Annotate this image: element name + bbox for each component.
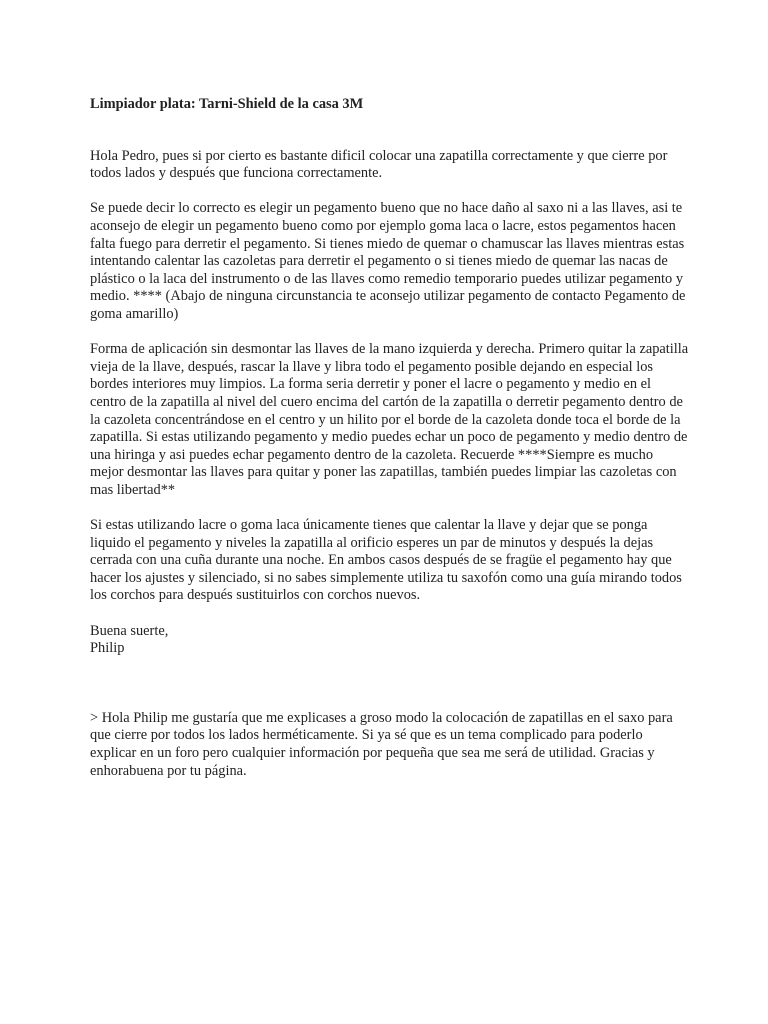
closing-block bbox=[90, 623, 690, 658]
document-page bbox=[90, 96, 690, 798]
paragraph-choosing-glue: Se puede decir lo correcto es elegir un pegamento bueno que no hace daño al saxo ni a las llaves, asi te aconsejo de elegir un pegamento bueno como por ejemplo goma laca o lacre, estos pegamentos hacen falta fuego para derretir el pegamento. Si tienes miedo de quemar o chamuscar las llaves mientras estas intentando calentar las cazoletas para derretir el pegamento o si tienes miedo de quemar las nacas de plástico o la laca del instrumento o de las llaves como remedio temporario puedes utilizar pegamento y medio. **** (Abajo de ninguna circunstancia te aconsejo utilizar pegamento de contacto Pegamento de goma amarillo) bbox=[90, 200, 686, 322]
paragraph-greeting: Hola Pedro, pues si por cierto es bastante dificil colocar una zapatilla correctamente y que cierre por todos lados y después que funciona correctamente. bbox=[90, 147, 668, 182]
signature: Philip bbox=[90, 640, 125, 657]
paragraph-shellac: Si estas utilizando lacre o goma laca únicamente tienes que calentar la llave y dejar que se ponga liquido el pegamento y niveles la zapatilla al orificio esperes un par de minutos y después la dejas cerrada con una cuña durante una noche. En ambos casos después de se fragüe el pegamento hay que hacer los ajustes y silenciado, si no sabes simplemente utiliza tu saxofón como una guía mirando todos los corchos para después sustituirlos con corchos nuevos. bbox=[90, 517, 682, 604]
closing-text: Buena suerte, bbox=[90, 622, 169, 639]
paragraph-application: Forma de aplicación sin desmontar las llaves de la mano izquierda y derecha. Primero quitar la zapatilla vieja de la llave, después, rascar la llave y libra todo el pegamento posible dejando en especial los bordes interiores muy limpios. La forma seria derretir y poner el lacre o pegamento y medio en el centro de la zapatilla al nivel del cuero encima del cartón de la zapatilla o derretir pegamento dentro de la cazoleta concentrándose en el centro y un hilito por el borde de la cazoleta donde toca el borde de la zapatilla. Si estas utilizando pegamento y medio puedes echar un poco de pegamento y medio dentro de una hiringa y asi puedes echar pegamento dentro de la cazoleta. Recuerde ****Siempre es mucho mejor desmontar las llaves para quitar y poner las zapatillas, también puedes limpiar las cazoletas con mas libertad** bbox=[90, 341, 689, 498]
quoted-message: > Hola Philip me gustaría que me explicases a groso modo la colocación de zapatillas en el saxo para que cierre por todos los lados herméticamente. Si ya sé que es un tema complicado para poderlo explicar en un foro pero cualquier información por pequeña que sea me será de utilidad. Gracias y enhorabuena por tu página. bbox=[90, 709, 673, 779]
document-title: Limpiador plata: Tarni-Shield de la casa 3M bbox=[90, 96, 364, 112]
